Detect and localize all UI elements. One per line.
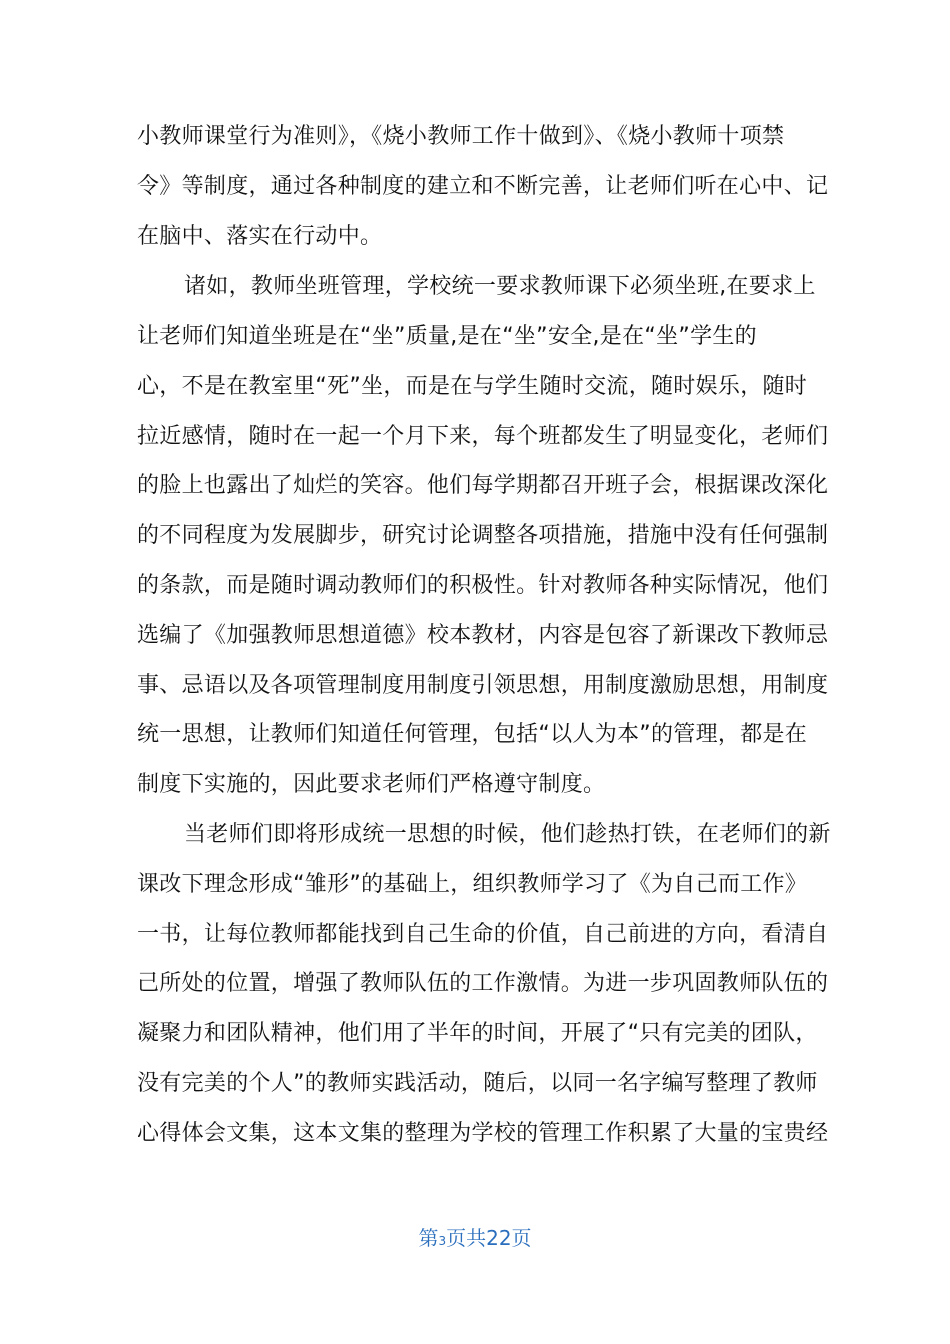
text-line-8: 的脸上也露出了灿烂的笑容。他们每学期都召开班子会，根据课改深化 <box>137 473 829 498</box>
text-line-12: 事、忌语以及各项管理制度用制度引领思想，用制度激励思想，用制度 <box>137 673 829 698</box>
text-line-16: 课改下理念形成“雏形”的基础上，组织教师学习了《为自己而工作》 <box>137 872 808 897</box>
text-line-13: 统一思想，让教师们知道任何管理，包括“以人为本”的管理，都是在 <box>137 722 808 747</box>
text-line-10: 的条款，而是随时调动教师们的积极性。针对教师各种实际情况，他们 <box>137 573 829 598</box>
footer-middle: 页共 <box>446 1226 487 1250</box>
text-line-18: 己所处的位置，增强了教师队伍的工作激情。为进一步巩固教师队伍的 <box>137 971 829 996</box>
text-line-20: 没有完美的个人”的教师实践活动，随后，以同一名字编写整理了教师 <box>137 1071 818 1096</box>
footer-prefix: 第 <box>418 1226 439 1250</box>
page-footer <box>0 1224 950 1255</box>
current-page-number: 3 <box>438 1234 447 1248</box>
total-pages: 22 <box>486 1226 512 1250</box>
text-line-14: 制度下实施的，因此要求老师们严格遵守制度。 <box>137 772 606 797</box>
paragraph-start-line: 诸如，教师坐班管理，学校统一要求教师课下必须坐班,在要求上 <box>184 274 816 299</box>
text-line-17: 一书，让每位教师都能找到自己生命的价值，自己前进的方向，看清自 <box>137 922 829 947</box>
text-line-5: 让老师们知道坐班是在“坐”质量,是在“坐”安全,是在“坐”学生的 <box>137 324 757 349</box>
text-line-11: 选编了《加强教师思想道德》校本教材，内容是包容了新课改下教师忌 <box>137 623 829 648</box>
text-line-21: 心得体会文集，这本文集的整理为学校的管理工作积累了大量的宝贵经 <box>137 1121 829 1146</box>
footer-suffix: 页 <box>511 1226 532 1250</box>
text-line-7: 拉近感情，随时在一起一个月下来，每个班都发生了明显变化，老师们 <box>137 424 829 449</box>
text-line-2: 令》等制度，通过各种制度的建立和不断完善，让老师们听在心中、记 <box>137 174 829 199</box>
text-line-1: 小教师课堂行为准则》，《烧小教师工作十做到》、《烧小教师十项禁 <box>137 124 785 149</box>
text-line-6: 心，不是在教室里“死”坐，而是在与学生随时交流，随时娱乐，随时 <box>137 374 808 399</box>
text-line-3: 在脑中、落实在行动中。 <box>137 224 383 249</box>
text-line-9: 的不同程度为发展脚步，研究讨论调整各项措施，措施中没有任何强制 <box>137 523 829 548</box>
text-line-19: 凝聚力和团队精神，他们用了半年的时间，开展了“只有完美的团队， <box>137 1021 818 1046</box>
paragraph-start-line: 当老师们即将形成统一思想的时候，他们趁热打铁，在老师们的新 <box>184 822 831 847</box>
